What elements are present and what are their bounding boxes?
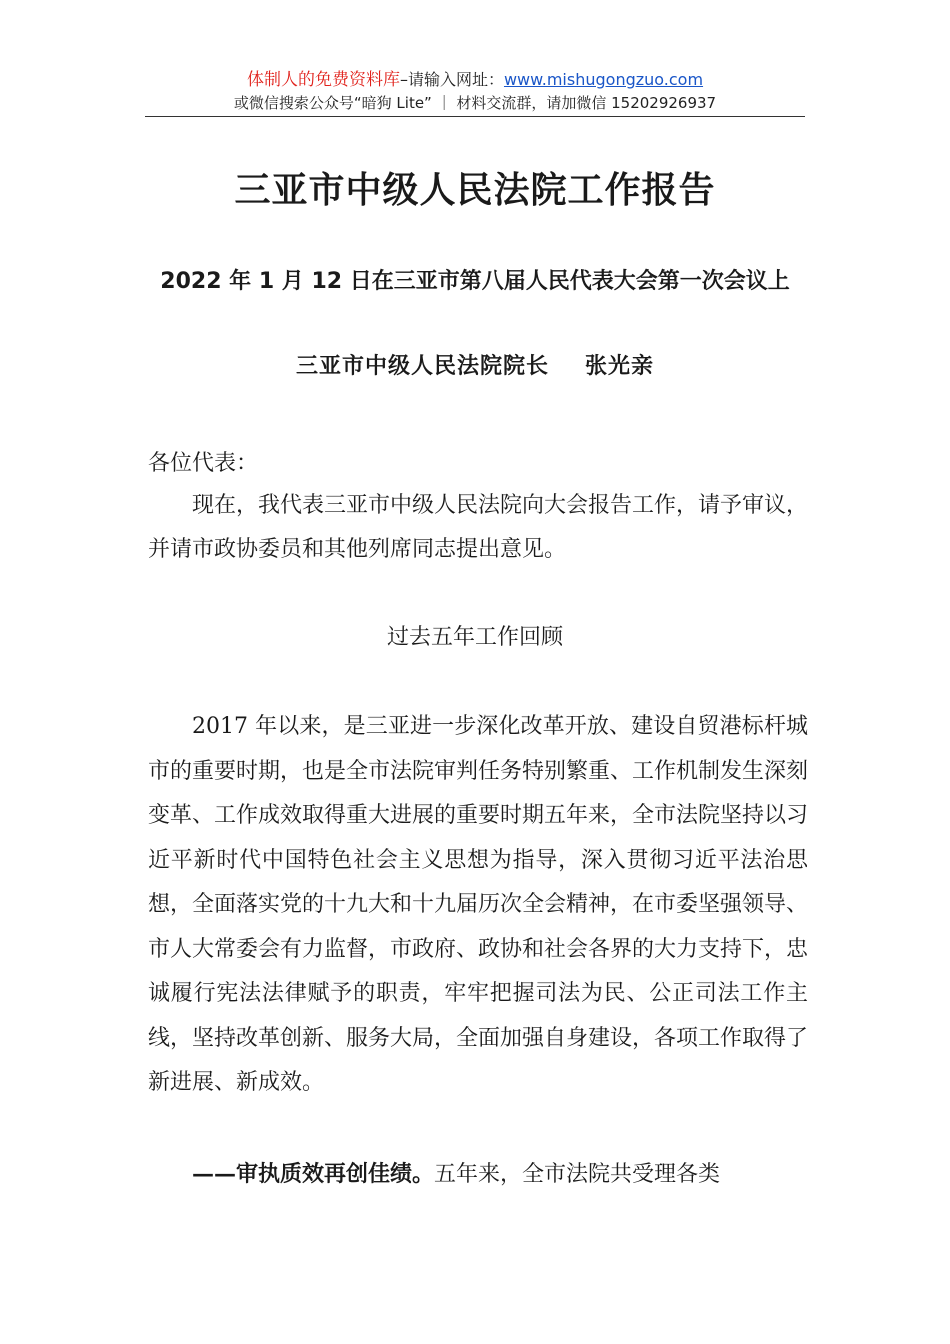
document-subtitle: 2022 年 1 月 12 日在三亚市第八届人民代表大会第一次会议上 xyxy=(160,269,790,294)
header-contact-line: 或微信搜索公众号“暗狗 Lite” ｜ 材料交流群，请加微信 15202926937 xyxy=(233,94,717,112)
intro-paragraph: 现在，我代表三亚市中级人民法院向大会报告工作，请予审议，并请市政协委员和其他列席同志提出意见。 xyxy=(148,493,809,562)
highlight-paragraph xyxy=(148,1152,808,1197)
header-prompt: –请输入网址： xyxy=(399,70,504,89)
header-divider xyxy=(145,116,805,117)
highlight-text: 五年来，全市法院共受理各类 xyxy=(434,1162,721,1187)
header-brand: 体制人的免费资料库 xyxy=(246,70,400,90)
highlight-lead: ——审执质效再创佳绩。 xyxy=(192,1161,435,1187)
section-heading: 过去五年工作回顾 xyxy=(386,625,563,650)
page-header xyxy=(145,68,805,114)
presenter-name: 张光亲 xyxy=(585,354,655,379)
presenter-line xyxy=(0,349,950,380)
salutation: 各位代表： xyxy=(148,451,259,476)
presenter-title: 三亚市中级人民法院院长 xyxy=(295,354,549,379)
header-promo-line xyxy=(145,68,805,92)
header-url-link[interactable]: www.mishugongzuo.com xyxy=(503,70,704,89)
review-paragraph: 2017 年以来，是三亚进一步深化改革开放、建设自贸港标杆城市的重要时期，也是全市法院审判任务特别繁重、工作机制发生深刻变革、工作成效取得重大进展的重要时期五年来，全市法院坚持以习近平新时代中国特色社会主义思想为指导，深入贯彻习近平法治思想，全面落实党的十九大和十九届历次全会精神，在市委坚强领导、市人大常委会有力监督，市政府、政协和社会各界的大力支持下，忠诚履行宪法法律赋予的职责，牢牢把握司法为民、公正司法工作主线，坚持改革创新、服务大局，全面加强自身建设，各项工作取得了新进展、新成效。 xyxy=(148,714,809,1095)
document-title: 三亚市中级人民法院工作报告 xyxy=(234,169,716,211)
